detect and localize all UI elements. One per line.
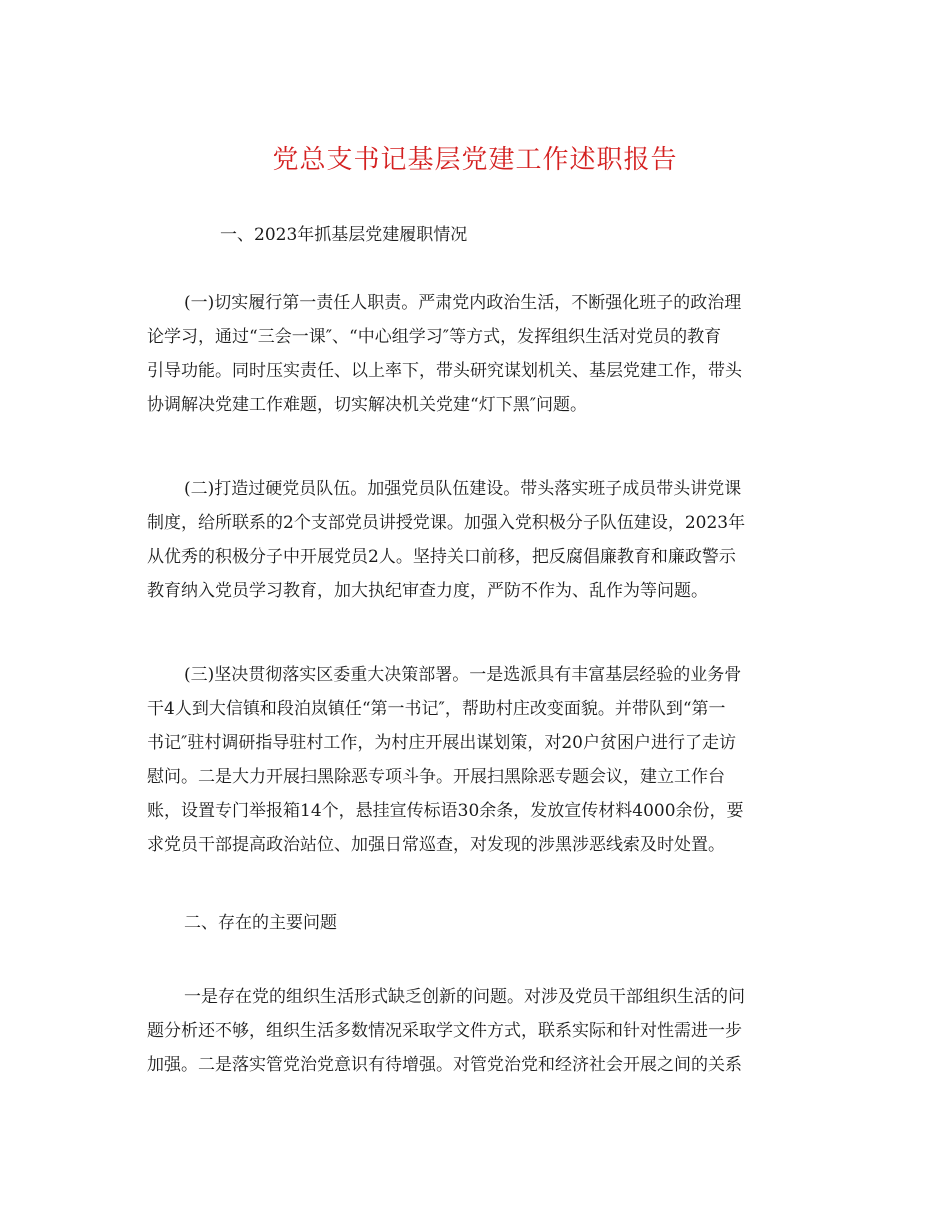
paragraph-4 [147, 980, 811, 1082]
paragraph-line: 论学习，通过“三会一课″、“中心组学习″等方式，发挥组织生活对党员的教育 [147, 327, 722, 347]
paragraph-line: 引导功能。同时压实责任、以上率下，带头研究谋划机关、基层党建工作，带头 [147, 361, 742, 381]
paragraph-line: 一是存在党的组织生活形式缺乏创新的问题。对涉及党员干部组织生活的问 [184, 987, 745, 1007]
section-heading-1: 一、2023年抓基层党建履职情况 [220, 225, 468, 245]
paragraph-line: 干4人到大信镇和段泊岚镇任“第一书记″，帮助村庄改变面貌。并带队到“第一 [147, 699, 726, 719]
paragraph-line: 慰问。二是大力开展扫黑除恶专项斗争。开展扫黑除恶专题会议，建立工作台 [147, 767, 725, 787]
paragraph-line: 加强。二是落实管党治党意识有待增强。对管党治党和经济社会开展之间的关系 [147, 1055, 742, 1075]
paragraph-line: 制度，给所联系的2个支部党员讲授党课。加强入党积极分子队伍建设，2023年 [147, 513, 746, 533]
paragraph-line: 从优秀的积极分子中开展党员2人。坚持关口前移，把反腐倡廉教育和廉政警示 [147, 547, 736, 567]
paragraph-1 [147, 286, 811, 422]
paragraph-line: 求党员干部提高政治站位、加强日常巡查，对发现的涉黑涉恶线索及时处置。 [147, 835, 725, 855]
paragraph-line: 教育纳入党员学习教育，加大执纪审查力度，严防不作为、乱作为等问题。 [147, 581, 708, 601]
paragraph-line: (一)切实履行第一责任人职责。严肃党内政治生活，不断强化班子的政治理 [184, 293, 742, 313]
paragraph-line: 协调解决党建工作难题，切实解决机关党建“灯下黑″问题。 [147, 395, 588, 415]
paragraph-line: 账，设置专门举报箱14个，悬挂宣传标语30余条，发放宣传材料4000余份，要 [147, 801, 744, 821]
paragraph-2 [147, 472, 811, 608]
paragraph-line: 题分析还不够，组织生活多数情况采取学文件方式，联系实际和针对性需进一步 [147, 1021, 742, 1041]
document-title: 党总支书记基层党建工作述职报告 [272, 145, 678, 175]
paragraph-line: 书记″驻村调研指导驻村工作，为村庄开展出谋划策，对20户贫困户进行了走访 [147, 733, 736, 753]
paragraph-3 [147, 658, 811, 862]
paragraph-line: (二)打造过硬党员队伍。加强党员队伍建设。带头落实班子成员带头讲党课 [184, 479, 742, 499]
paragraph-line: (三)坚决贯彻落实区委重大决策部署。一是选派具有丰富基层经验的业务骨 [184, 665, 742, 685]
section-heading-2: 二、存在的主要问题 [184, 913, 337, 933]
